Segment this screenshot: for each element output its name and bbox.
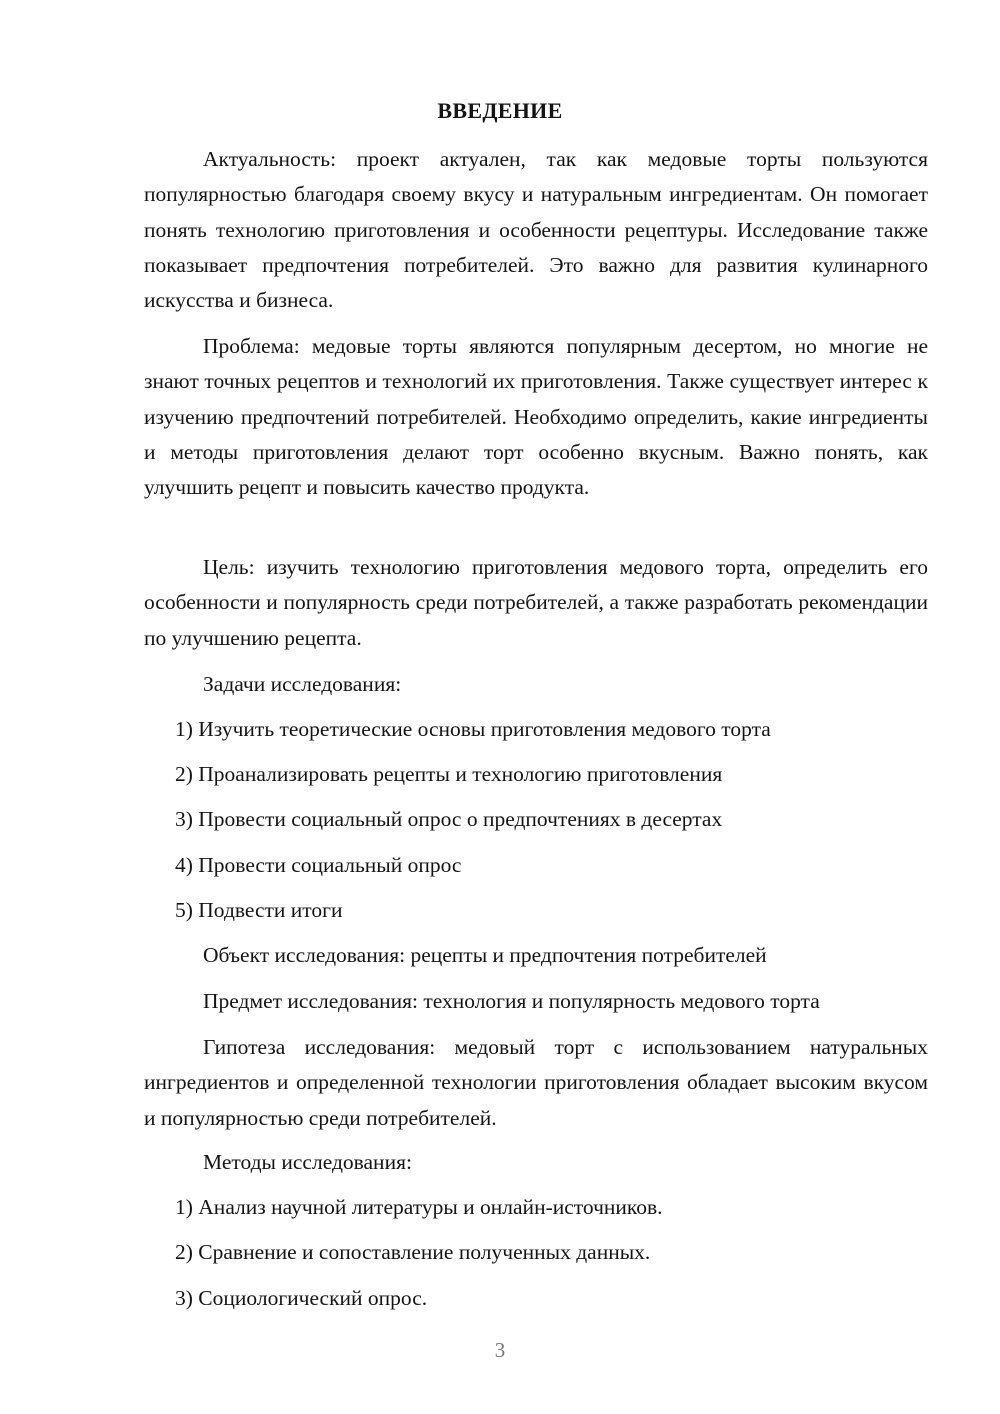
problem-paragraph: Проблема: медовые торты являются популярным десертом, но многие не знают точных рецептов и технологий их приготовления. Также существует интерес к изучению предпочтений потребителей. Необходимо определить, какие ингредиенты и методы приготовления делают торт особенно вкусным. Важно понять, как улучшить рецепт и повысить качество продукта. <box>144 334 928 500</box>
method-item: 2) Сравнение и сопоставление полученных данных. <box>175 1240 651 1264</box>
method-item: 1) Анализ научной литературы и онлайн-источников. <box>175 1195 663 1219</box>
task-item: 4) Провести социальный опрос <box>175 853 462 877</box>
hypothesis-paragraph: Гипотеза исследования: медовый торт с использованием натуральных ингредиентов и определенной технологии приготовления обладает высоким вкусом и популярностью среди потребителей. <box>144 1035 928 1130</box>
task-item: 3) Провести социальный опрос о предпочтениях в десертах <box>175 807 723 831</box>
task-item: 5) Подвести итоги <box>175 898 343 922</box>
methods-label: Методы исследования: <box>203 1150 412 1174</box>
method-item: 3) Социологический опрос. <box>175 1286 428 1310</box>
goal-paragraph: Цель: изучить технологию приготовления медового торта, определить его особенности и популярность среди потребителей, а также разработать рекомендации по улучшению рецепта. <box>144 555 928 650</box>
task-item: 2) Проанализировать рецепты и технологию приготовления <box>175 762 723 786</box>
relevance-paragraph: Актуальность: проект актуален, так как медовые торты пользуются популярностью благодаря своему вкусу и натуральным ингредиентам. Он помогает понять технологию приготовления и особенности рецептуры. Исследование также показывает предпочтения потребителей. Это важно для развития кулинарного искусства и бизнеса. <box>144 147 928 313</box>
research-subject: Предмет исследования: технология и популярность медового торта <box>203 989 820 1013</box>
task-item: 1) Изучить теоретические основы приготовления медового торта <box>175 717 771 741</box>
research-object: Объект исследования: рецепты и предпочтения потребителей <box>203 943 767 967</box>
page-number: 3 <box>494 1338 506 1362</box>
tasks-label: Задачи исследования: <box>203 672 402 696</box>
section-heading: ВВЕДЕНИЕ <box>437 98 563 123</box>
